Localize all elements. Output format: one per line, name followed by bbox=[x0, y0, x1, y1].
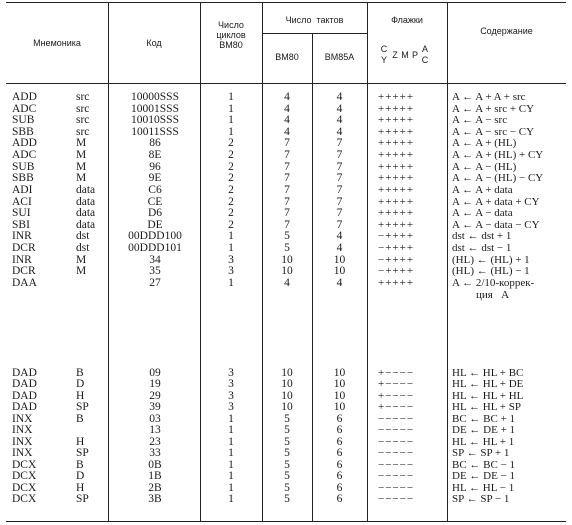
cycles-cell: 1 bbox=[228, 230, 234, 243]
cycles-cell: 3 bbox=[228, 401, 234, 414]
flags-cell: −++++ bbox=[378, 242, 415, 255]
tacts-bm80-cell: 4 bbox=[284, 276, 290, 289]
code-cell: 10011SSS bbox=[131, 125, 179, 138]
tacts-subheader-line bbox=[262, 33, 367, 34]
cycles-cell: 1 bbox=[228, 125, 234, 138]
code-cell: 00DDD100 bbox=[128, 230, 182, 243]
tacts-bm85a-cell: 7 bbox=[336, 172, 343, 185]
flags-cell: +−−−− bbox=[378, 378, 415, 391]
tacts-bm80-cell: 4 bbox=[284, 91, 290, 103]
mnemonic-cell: ADD bbox=[12, 91, 37, 103]
tacts-bm80-cell: 5 bbox=[284, 435, 290, 448]
operand-cell: M bbox=[76, 253, 87, 266]
flags-cell: +−−−− bbox=[378, 401, 415, 414]
mnemonic-cell: SBB bbox=[12, 172, 34, 185]
flags-cell: −−−−− bbox=[378, 424, 415, 437]
cycles-cell: 2 bbox=[228, 172, 234, 185]
flags-cell: −−−−− bbox=[378, 412, 415, 425]
tacts-bm85a-cell: 10 bbox=[333, 389, 346, 402]
cycles-cell: 3 bbox=[228, 389, 234, 402]
flags-cell: +++++ bbox=[378, 276, 415, 289]
tacts-bm85a-cell: 4 bbox=[336, 102, 343, 115]
content-cell: SP ← SP − 1 bbox=[452, 493, 510, 506]
code-cell: 09 bbox=[149, 367, 161, 379]
mnemonic-cell: DAA bbox=[12, 276, 37, 289]
content-cell: (HL) ← (HL) − 1 bbox=[452, 265, 530, 278]
content-cell: dst ← dst + 1 bbox=[452, 230, 512, 243]
header-cycles-3: ВМ80 bbox=[219, 40, 243, 50]
content-cell: HL ← HL + 1 bbox=[452, 435, 515, 448]
code-cell: 3B bbox=[148, 493, 162, 506]
content-cell: A ← A + src + CY bbox=[452, 102, 535, 115]
tacts-bm80-cell: 5 bbox=[284, 242, 290, 255]
cycles-cell: 1 bbox=[228, 91, 234, 103]
tacts-bm80-cell: 7 bbox=[284, 172, 290, 185]
cycles-cell: 1 bbox=[228, 412, 234, 425]
mnemonic-cell: INX bbox=[12, 447, 33, 460]
mnemonic-cell: DCX bbox=[12, 458, 37, 471]
content-cell: HL ← HL + HL bbox=[452, 389, 524, 402]
code-cell: 23 bbox=[149, 435, 161, 448]
header-cycles-1: Число bbox=[218, 20, 244, 30]
table-top-border bbox=[6, 2, 566, 3]
tacts-bm85a-cell: 6 bbox=[336, 493, 343, 506]
table-bottom-border bbox=[6, 521, 566, 522]
cycles-cell: 3 bbox=[228, 367, 234, 379]
code-cell: 10001SSS bbox=[131, 102, 179, 115]
operand-cell: D bbox=[76, 378, 85, 391]
operand-cell: B bbox=[76, 412, 84, 425]
cycles-cell: 2 bbox=[228, 218, 234, 231]
tacts-bm85a-cell: 10 bbox=[333, 265, 346, 278]
cycles-cell: 3 bbox=[228, 265, 234, 278]
operand-cell: src bbox=[76, 125, 90, 138]
tacts-bm80-cell: 4 bbox=[284, 125, 290, 138]
header-cycles-2: циклов bbox=[216, 30, 246, 40]
operand-cell: M bbox=[76, 265, 87, 278]
header-flag-c: C bbox=[380, 44, 388, 54]
operand-cell: M bbox=[76, 149, 87, 162]
mnemonic-cell: SUB bbox=[12, 114, 35, 127]
cycles-cell: 1 bbox=[228, 424, 234, 437]
operand-cell: H bbox=[76, 389, 85, 402]
operand-cell: M bbox=[76, 137, 87, 150]
code-cell: 96 bbox=[149, 160, 161, 173]
content-cell: dst ← dst − 1 bbox=[452, 242, 512, 255]
operand-cell: B bbox=[76, 458, 84, 471]
header-flag-z: Z bbox=[392, 50, 398, 60]
flags-cell: −++++ bbox=[378, 265, 415, 278]
mnemonic-cell: INX bbox=[12, 424, 33, 437]
mnemonic-cell: DAD bbox=[12, 401, 37, 414]
mnemonic-cell: SBI bbox=[12, 218, 30, 231]
content-cell: HL ← HL − 1 bbox=[452, 481, 515, 494]
mnemonic-cell: ADD bbox=[12, 137, 37, 150]
flags-cell: +++++ bbox=[378, 195, 415, 208]
cycles-cell: 1 bbox=[228, 470, 234, 483]
flags-cell: −−−−− bbox=[378, 458, 415, 471]
tacts-bm80-cell: 5 bbox=[284, 424, 290, 437]
code-cell: 9E bbox=[148, 172, 162, 185]
operand-cell: H bbox=[76, 435, 85, 448]
code-cell: 13 bbox=[149, 424, 161, 437]
operand-cell: SP bbox=[76, 401, 89, 414]
code-cell: 00DDD101 bbox=[128, 242, 182, 255]
mnemonic-cell: ACI bbox=[12, 195, 32, 208]
mnemonic-cell: DCX bbox=[12, 481, 37, 494]
cycles-cell: 1 bbox=[228, 493, 234, 506]
mnemonic-cell: INR bbox=[12, 230, 32, 243]
flags-cell: +−−−− bbox=[378, 367, 415, 379]
flags-cell: −++++ bbox=[378, 230, 415, 243]
mnemonic-cell: SUB bbox=[12, 160, 35, 173]
code-cell: 33 bbox=[149, 447, 161, 460]
cycles-cell: 1 bbox=[228, 242, 234, 255]
flags-cell: +++++ bbox=[378, 160, 415, 173]
code-cell: 29 bbox=[149, 389, 161, 402]
code-cell: C6 bbox=[148, 183, 162, 196]
header-flag-y: Y bbox=[380, 55, 387, 65]
operand-cell: data bbox=[76, 207, 96, 220]
mnemonic-cell: INX bbox=[12, 412, 33, 425]
content-cell: A ← A − data bbox=[452, 207, 513, 220]
tacts-bm80-cell: 10 bbox=[281, 378, 293, 391]
content-cell: DE ← DE + 1 bbox=[452, 424, 516, 437]
tacts-bm80-cell: 7 bbox=[284, 207, 290, 220]
mnemonic-cell: DCR bbox=[12, 242, 36, 255]
cycles-cell: 2 bbox=[228, 183, 234, 196]
tacts-bm85a-cell: 6 bbox=[336, 447, 343, 460]
tacts-bm85a-cell: 10 bbox=[333, 378, 346, 391]
content-cell: SP ← SP + 1 bbox=[452, 447, 510, 460]
column-divider-5 bbox=[447, 2, 448, 521]
tacts-bm85a-cell: 7 bbox=[336, 195, 343, 208]
tacts-bm85a-cell: 7 bbox=[336, 207, 343, 220]
tacts-bm80-cell: 5 bbox=[284, 493, 290, 506]
operand-cell: SP bbox=[76, 493, 89, 506]
tacts-bm80-cell: 4 bbox=[284, 102, 290, 115]
tacts-bm80-cell: 10 bbox=[281, 253, 293, 266]
content-cell: A ← A + (HL) + CY bbox=[452, 149, 544, 162]
mnemonic-cell: DCX bbox=[12, 493, 37, 506]
cycles-cell: 1 bbox=[228, 276, 234, 289]
header-tacts: Число тактов bbox=[285, 15, 344, 25]
header-code: Код bbox=[146, 38, 162, 48]
cycles-cell: 1 bbox=[228, 447, 234, 460]
operand-cell: SP bbox=[76, 447, 89, 460]
content-cell: A ← 2/10-коррек- bbox=[452, 276, 535, 289]
tacts-bm85a-cell: 10 bbox=[333, 367, 346, 379]
code-cell: 2B bbox=[148, 481, 162, 494]
code-cell: 8E bbox=[148, 149, 162, 162]
header-bottom-border bbox=[6, 83, 566, 84]
code-cell: 0B bbox=[148, 458, 162, 471]
header-flag-p: P bbox=[411, 50, 418, 60]
operand-cell: H bbox=[76, 481, 85, 494]
flags-cell: +++++ bbox=[378, 102, 415, 115]
mnemonic-cell: INR bbox=[12, 253, 32, 266]
header-flag-m: M bbox=[401, 50, 409, 60]
flags-cell: −−−−− bbox=[378, 435, 415, 448]
content-cell: A ← A − (HL) − CY bbox=[452, 172, 544, 185]
column-divider-4 bbox=[367, 2, 368, 521]
flags-cell: −−−−− bbox=[378, 481, 415, 494]
content-cell: A ← A − data − CY bbox=[452, 218, 540, 231]
code-cell: 10010SSS bbox=[131, 114, 179, 127]
tacts-bm80-cell: 7 bbox=[284, 160, 290, 173]
header-content: Содержание bbox=[480, 26, 533, 36]
tacts-bm85a-cell: 6 bbox=[336, 470, 343, 483]
column-divider-1 bbox=[108, 2, 109, 521]
mnemonic-cell: ADI bbox=[12, 183, 33, 196]
operand-cell: M bbox=[76, 160, 87, 173]
cycles-cell: 1 bbox=[228, 481, 234, 494]
mnemonic-cell: SUI bbox=[12, 207, 31, 220]
operand-cell: D bbox=[76, 470, 85, 483]
operand-cell: data bbox=[76, 218, 96, 231]
code-cell: 34 bbox=[149, 253, 161, 266]
code-cell: 86 bbox=[149, 137, 161, 150]
cycles-cell: 2 bbox=[228, 149, 234, 162]
tacts-bm80-cell: 7 bbox=[284, 218, 290, 231]
tacts-bm85a-cell: 7 bbox=[336, 149, 343, 162]
header-bm85a: ВМ85А bbox=[324, 52, 355, 62]
tacts-bm80-cell: 7 bbox=[284, 183, 290, 196]
code-cell: CE bbox=[147, 195, 163, 208]
tacts-bm85a-cell: 4 bbox=[336, 91, 343, 103]
flags-cell: −++++ bbox=[378, 253, 415, 266]
mnemonic-cell: ADC bbox=[12, 149, 37, 162]
tacts-bm85a-cell: 6 bbox=[336, 435, 343, 448]
operand-cell: data bbox=[76, 183, 96, 196]
mnemonic-cell: DAD bbox=[12, 378, 37, 391]
content-cell: HL ← HL + BC bbox=[452, 367, 524, 379]
cycles-cell: 2 bbox=[228, 195, 234, 208]
content-cell: BC ← BC + 1 bbox=[452, 412, 516, 425]
content-cell: A ← A − (HL) bbox=[452, 160, 517, 173]
tacts-bm85a-cell: 6 bbox=[336, 458, 343, 471]
tacts-bm85a-cell: 7 bbox=[336, 218, 343, 231]
content-cell: A ← A + A + src bbox=[452, 91, 526, 103]
tacts-bm80-cell: 10 bbox=[281, 265, 293, 278]
content-cell: A ← A + data bbox=[452, 183, 513, 196]
tacts-bm85a-cell: 4 bbox=[336, 114, 343, 127]
flags-cell: +++++ bbox=[378, 172, 415, 185]
tacts-bm80-cell: 10 bbox=[281, 389, 293, 402]
tacts-bm85a-cell: 4 bbox=[336, 125, 343, 138]
flags-cell: +++++ bbox=[378, 218, 415, 231]
cycles-cell: 3 bbox=[228, 253, 234, 266]
tacts-bm80-cell: 5 bbox=[284, 458, 290, 471]
flags-cell: +++++ bbox=[378, 207, 415, 220]
code-cell: 27 bbox=[149, 276, 161, 289]
operand-cell: src bbox=[76, 91, 90, 103]
tacts-bm85a-cell: 7 bbox=[336, 183, 343, 196]
header-mnemonic: Мнемоника bbox=[33, 38, 81, 48]
operand-cell: data bbox=[76, 195, 96, 208]
flags-cell: +++++ bbox=[378, 137, 415, 150]
tacts-bm85a-cell: 7 bbox=[336, 137, 343, 150]
content-cell: DE ← DE − 1 bbox=[452, 470, 516, 483]
tacts-bm85a-cell: 4 bbox=[336, 242, 343, 255]
tacts-bm80-cell: 5 bbox=[284, 470, 290, 483]
content-cell: A ← A + data + CY bbox=[452, 195, 540, 208]
tacts-bm80-cell: 5 bbox=[284, 230, 290, 243]
code-cell: D6 bbox=[147, 207, 163, 220]
flags-cell: +++++ bbox=[378, 91, 415, 103]
flags-cell: −−−−− bbox=[378, 493, 415, 506]
cycles-cell: 2 bbox=[228, 160, 234, 173]
operand-cell: src bbox=[76, 102, 90, 115]
header-bm80: ВМ80 bbox=[275, 52, 299, 62]
cycles-cell: 1 bbox=[228, 435, 234, 448]
tacts-bm85a-cell: 6 bbox=[336, 412, 343, 425]
flags-cell: −−−−− bbox=[378, 447, 415, 460]
mnemonic-cell: ADC bbox=[12, 102, 37, 115]
header-flag-a: A bbox=[421, 44, 428, 54]
mnemonic-cell: DCR bbox=[12, 265, 36, 278]
tacts-bm80-cell: 5 bbox=[284, 481, 290, 494]
code-cell: 1B bbox=[148, 470, 162, 483]
cycles-cell: 1 bbox=[228, 102, 234, 115]
code-cell: 03 bbox=[149, 412, 161, 425]
cycles-cell: 1 bbox=[228, 114, 234, 127]
code-cell: 10000SSS bbox=[131, 91, 179, 103]
tacts-bm85a-cell: 10 bbox=[333, 253, 346, 266]
flags-cell: +++++ bbox=[378, 125, 415, 138]
tacts-bm80-cell: 4 bbox=[284, 114, 290, 127]
content-cell: A ← A − src − CY bbox=[452, 125, 535, 138]
content-cell: HL ← HL + SP bbox=[452, 401, 521, 414]
content-cell: A ← A + (HL) bbox=[452, 137, 517, 150]
content-cell: A ← A − src bbox=[452, 114, 508, 127]
mnemonic-cell: DAD bbox=[12, 389, 37, 402]
tacts-bm85a-cell: 4 bbox=[336, 276, 343, 289]
flags-cell: +−−−− bbox=[378, 389, 415, 402]
tacts-bm80-cell: 10 bbox=[281, 367, 293, 379]
code-cell: 39 bbox=[149, 401, 161, 414]
code-cell: DE bbox=[147, 218, 163, 231]
operand-cell: dst bbox=[76, 242, 90, 255]
mnemonic-cell: INX bbox=[12, 435, 33, 448]
mnemonic-cell: DCX bbox=[12, 470, 37, 483]
operand-cell: M bbox=[76, 172, 87, 185]
cycles-cell: 3 bbox=[228, 378, 234, 391]
cycles-cell: 1 bbox=[228, 458, 234, 471]
code-cell: 19 bbox=[149, 378, 161, 391]
operand-cell: dst bbox=[76, 230, 90, 243]
tacts-bm80-cell: 10 bbox=[281, 401, 293, 414]
mnemonic-cell: SBB bbox=[12, 125, 34, 138]
content-cell: HL ← HL + DE bbox=[452, 378, 524, 391]
flags-cell: +++++ bbox=[378, 149, 415, 162]
header-flag-c2: C bbox=[421, 55, 429, 65]
tacts-bm85a-cell: 6 bbox=[336, 424, 343, 437]
tacts-bm80-cell: 7 bbox=[284, 137, 290, 150]
tacts-bm80-cell: 5 bbox=[284, 447, 290, 460]
content-cell: (HL) ← (HL) + 1 bbox=[452, 253, 530, 266]
content-cell-continuation: ция A bbox=[476, 288, 510, 301]
tacts-bm85a-cell: 10 bbox=[333, 401, 346, 414]
flags-cell: +++++ bbox=[378, 114, 415, 127]
flags-cell: +++++ bbox=[378, 183, 415, 196]
operand-cell: B bbox=[76, 367, 84, 379]
cycles-cell: 2 bbox=[228, 207, 234, 220]
code-cell: 35 bbox=[149, 265, 161, 278]
header-flags: Флажки bbox=[391, 15, 423, 25]
mnemonic-cell: DAD bbox=[12, 367, 37, 379]
tacts-bm80-cell: 7 bbox=[284, 195, 290, 208]
tacts-bm80-cell: 5 bbox=[284, 412, 290, 425]
tacts-bm85a-cell: 6 bbox=[336, 481, 343, 494]
operand-cell: src bbox=[76, 114, 90, 127]
tacts-bm85a-cell: 4 bbox=[336, 230, 343, 243]
tacts-bm85a-cell: 7 bbox=[336, 160, 343, 173]
content-cell: BC ← BC − 1 bbox=[452, 458, 516, 471]
tacts-bm80-cell: 7 bbox=[284, 149, 290, 162]
cycles-cell: 2 bbox=[228, 137, 234, 150]
flags-cell: −−−−− bbox=[378, 470, 415, 483]
